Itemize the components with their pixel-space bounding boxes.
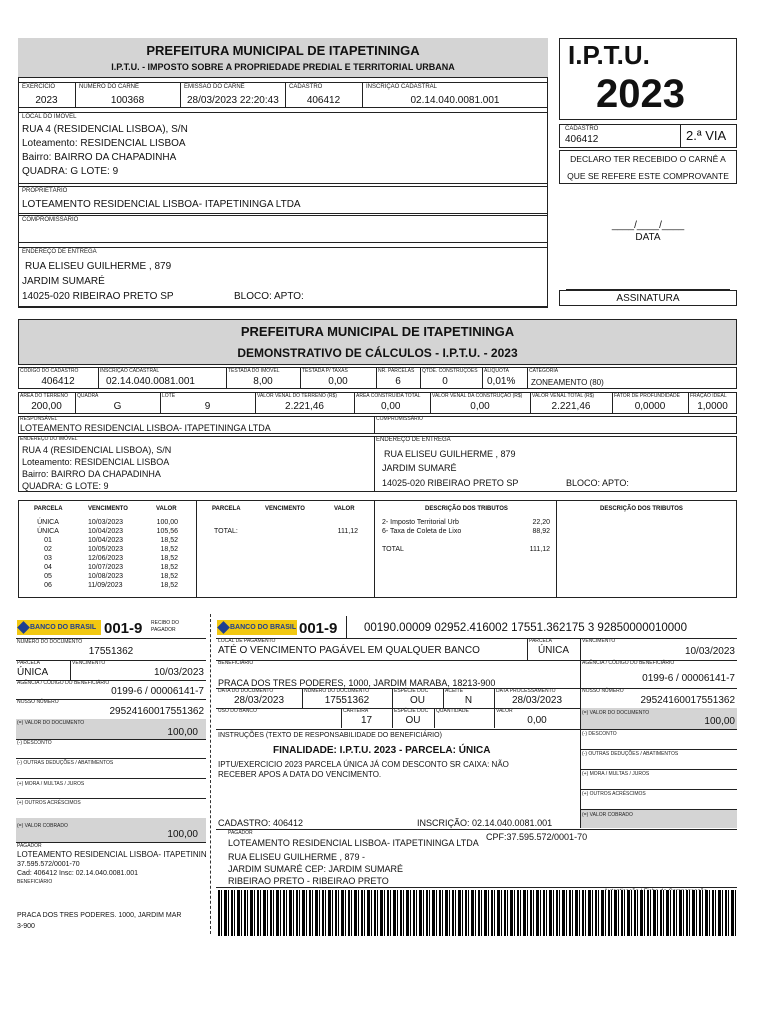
field-value: 100368 <box>110 95 145 106</box>
col-header: PARCELA <box>34 506 63 512</box>
recibo-nosso: 29524160017551362 <box>109 706 204 717</box>
demo-label: VALOR VENAL DO TERRENO (R$) <box>257 393 337 399</box>
stub-assinatura: ASSINATURA <box>616 293 680 304</box>
stub-iptu: I.P.T.U. <box>568 40 650 70</box>
demo-value: 0,00 <box>381 401 401 412</box>
ficha-pagador: JARDIM SUMARÉ CEP: JARDIM SUMARÉ <box>228 864 404 874</box>
local-line: QUADRA: G LOTE: 9 <box>22 166 119 177</box>
banco-label: CARTEIRA <box>343 708 369 714</box>
parcelas-table <box>18 500 737 598</box>
banco-label: QUANTIDADE <box>436 708 469 714</box>
demo-label: QUADRA <box>77 393 99 399</box>
ficha-mora-label: (+) MORA / MULTAS / JUROS <box>582 771 650 777</box>
demo-value: 6 <box>395 376 401 387</box>
demo-value: 1,0000 <box>697 401 728 412</box>
recibo-pagador-label: PAGADOR <box>17 843 42 849</box>
parcela-row: 18,52 <box>160 537 178 544</box>
parcela-row: 10/08/2023 <box>88 573 124 580</box>
field-label: EMISSÃO DO CARNÊ <box>184 84 245 90</box>
endereco-line: JARDIM SUMARÉ <box>22 276 105 287</box>
bloco-apto: BLOCO: APTO: <box>234 291 304 302</box>
field-value: 2023 <box>35 95 58 106</box>
col-header: DESCRIÇÃO DOS TRIBUTOS <box>425 506 508 512</box>
bb-logo-text: BANCO DO BRASIL <box>30 624 97 631</box>
field-label: EXERCÍCIO <box>22 84 56 90</box>
demo-end-imovel: Bairro: BAIRRO DA CHAPADINHA <box>22 469 161 479</box>
tributos-total: 111,12 <box>529 546 550 553</box>
demo-label: ALÍQUOTA <box>484 368 509 374</box>
demo-label: INSCRIÇÃO CADASTRAL <box>100 368 160 374</box>
parcela-row: 01 <box>44 537 52 544</box>
recibo-label: RECIBO DO PAGADOR <box>151 620 180 633</box>
banco-label: VALOR <box>496 708 513 714</box>
parcela-row: 05 <box>44 573 52 580</box>
ficha-benef-label: BENEFICIÁRIO <box>218 660 254 666</box>
demo-value: 2.221,46 <box>551 401 591 412</box>
compromissario-box <box>18 215 548 243</box>
recibo-valor-cobrado-label: (=) VALOR COBRADO <box>17 823 68 829</box>
local-line: RUA 4 (RESIDENCIAL LISBOA), S/N <box>22 124 188 135</box>
total-label: TOTAL: <box>214 528 238 535</box>
demo-end-imovel-label: ENDEREÇO DO IMÓVEL <box>20 436 78 442</box>
linha-digitavel[interactable]: 00190.00009 02952.416002 17551.362175 3 92850000010000 <box>364 622 687 634</box>
parcela-row: 18,52 <box>160 573 178 580</box>
field-label: NÚMERO DO CARNÊ <box>79 84 140 90</box>
ficha-nosso-label: NOSSO NÚMERO <box>582 688 624 694</box>
banco-value: OU <box>405 715 421 726</box>
demo-value: 0,00 <box>470 401 490 412</box>
recibo-benef: PRACA DOS TRES PODERES. 1000, JARDIM MAR <box>17 912 182 919</box>
doc-label: DATA DO DOCUMENTO <box>218 688 274 694</box>
demo-label: ÁREA DO TERRENO <box>20 393 68 399</box>
demo-value: 0,0000 <box>634 401 666 412</box>
stub-year: 2023 <box>596 72 685 116</box>
ficha-pagador: RUA ELISEU GUILHERME , 879 - <box>228 852 366 862</box>
parcela-row: 18,52 <box>160 555 178 562</box>
recibo-pagador: Cad: 406412 Insc: 02.14.040.0081.001 <box>17 870 139 877</box>
demo-label: FRAÇÃO IDEAL <box>690 393 727 399</box>
col-header: VALOR <box>156 506 177 512</box>
demo-end-entrega: RUA ELISEU GUILHERME , 879 <box>384 449 516 459</box>
demo-value: 0 <box>442 376 448 387</box>
doc-value: 17551362 <box>324 695 370 706</box>
doc-value: 28/03/2023 <box>233 695 285 706</box>
field-label: INSCRIÇÃO CADASTRAL <box>366 84 438 90</box>
doc-label: DATA PROCESSAMENTO <box>496 688 556 694</box>
ficha-vencimento: 10/03/2023 <box>684 646 735 657</box>
demo-label: FATOR DE PROFUNDIDADE <box>614 393 680 399</box>
parcela-row: 10/05/2023 <box>88 546 124 553</box>
field-value: 02.14.040.0081.001 <box>410 95 500 106</box>
stub-declaro-2: QUE SE REFERE ESTE COMPROVANTE <box>567 171 729 181</box>
col-header: PARCELA <box>212 506 241 512</box>
ficha-valor-doc-label: (=) VALOR DO DOCUMENTO <box>582 710 650 716</box>
recibo-valor-doc: 100,00 <box>167 727 198 738</box>
compromissario-label: COMPROMISSÁRIO <box>22 217 79 223</box>
ficha-nosso: 29524160017551362 <box>640 695 735 706</box>
demo-value: 02.14.040.0081.001 <box>106 376 195 387</box>
recibo-mora-label: (+) MORA / MULTAS / JUROS <box>17 781 85 787</box>
recibo-venc-label: VENCIMENTO <box>72 660 106 666</box>
ficha-benef: PRACA DOS TRES PODERES, 1000, JARDIM MARABA, 18213-900 <box>218 678 496 688</box>
demo-subtitle: DEMONSTRATIVO DE CÁLCULOS - I.P.T.U. - 2023 <box>237 346 518 360</box>
demo-end-imovel: Loteamento: RESIDENCIAL LISBOA <box>22 457 170 467</box>
stub-cadastro: 406412 <box>565 134 599 145</box>
banco-value: 0,00 <box>527 715 547 726</box>
parcela-row: 18,52 <box>160 546 178 553</box>
demo-end-entrega: 14025-020 RIBEIRAO PRETO SP <box>382 478 519 488</box>
proprietario-value: LOTEAMENTO RESIDENCIAL LISBOA- ITAPETININGA LTDA <box>22 199 301 210</box>
ficha-cadastro: CADASTRO: 406412 <box>218 818 304 828</box>
parcela-row: 12/06/2023 <box>88 555 124 562</box>
parcela-row: 10/07/2023 <box>88 564 124 571</box>
recibo-agencia: 0199-6 / 00006141-7 <box>111 686 204 697</box>
demo-responsavel-label: RESPONSÁVEL <box>20 416 58 422</box>
parcela-row: 18,52 <box>160 564 178 571</box>
recibo-outras-label: (-) OUTRAS DEDUÇÕES / ABATIMENTOS <box>17 760 114 766</box>
col-header: VALOR <box>334 506 355 512</box>
demo-value: 9 <box>204 401 211 412</box>
demo-label: TESTADA DO IMÓVEL <box>228 368 280 374</box>
top-title: PREFEITURA MUNICIPAL DE ITAPETININGA <box>146 43 420 58</box>
recibo-agencia-label: AGÊNCIA / CÓDIGO DO BENEFICIÁRIO <box>17 680 110 686</box>
cut-line <box>210 614 211 934</box>
demo-value: 406412 <box>41 376 75 387</box>
demo-bloco: BLOCO: APTO: <box>566 478 629 488</box>
demo-end-entrega: JARDIM SUMARÉ <box>382 463 457 473</box>
parcela-row: 06 <box>44 582 52 589</box>
banco-label: ESPÉCIE DOC <box>394 708 429 714</box>
field-value: 406412 <box>306 95 341 106</box>
ficha-agencia: 0199-6 / 00006141-7 <box>642 673 735 684</box>
stub-date-blank: ____/____/____ <box>611 220 685 231</box>
recibo-bank-code: 001-9 <box>104 620 143 637</box>
demo-label: TESTADA P/ TAXAS <box>302 368 348 374</box>
demo-label: VALOR VENAL TOTAL (R$) <box>532 393 595 399</box>
doc-label: ACEITE <box>445 688 464 694</box>
banco-label: USO DO BANCO <box>218 708 257 714</box>
stub-data-label: DATA <box>635 232 661 243</box>
proprietario-label: PROPRIETÁRIO <box>22 188 68 194</box>
parcela-row: ÚNICA <box>37 519 59 526</box>
tributo-row: 88,92 <box>532 528 550 535</box>
local-imovel-label: LOCAL DO IMÓVEL <box>22 114 77 120</box>
parcela-row: 02 <box>44 546 52 553</box>
ficha-pagador: LOTEAMENTO RESIDENCIAL LISBOA- ITAPETININGA LTDA <box>228 838 479 848</box>
ficha-cpf: CPF:37.595.572/0001-70 <box>486 832 588 842</box>
recibo-parcela: ÚNICA <box>17 667 49 678</box>
recibo-benef: 3-900 <box>17 923 35 930</box>
ficha-finalidade: FINALIDADE: I.P.T.U. 2023 - PARCELA: ÚNICA <box>273 745 491 756</box>
parcela-row: 105,56 <box>156 528 178 535</box>
banco-value: 17 <box>360 715 373 726</box>
demo-responsavel: LOTEAMENTO RESIDENCIAL LISBOA- ITAPETININGA LTDA <box>20 423 271 433</box>
demo-compromissario-label: COMPROMISSÁRIO <box>376 416 423 422</box>
recibo-pagador: LOTEAMENTO RESIDENCIAL LISBOA- ITAPETININ <box>17 850 207 859</box>
ficha-parcela: ÚNICA <box>537 645 570 656</box>
demo-label: LOTE <box>162 393 176 399</box>
col-header: DESCRIÇÃO DOS TRIBUTOS <box>600 506 683 512</box>
demo-title: PREFEITURA MUNICIPAL DE ITAPETININGA <box>240 324 515 339</box>
doc-label: ESPÉCIE DOC <box>394 688 429 694</box>
recibo-benef-label: BENEFICIÁRIO <box>17 879 53 885</box>
field-label: CADASTRO <box>289 84 323 90</box>
demo-end-imovel: QUADRA: G LOTE: 9 <box>22 481 109 491</box>
field-value: 28/03/2023 22:20:43 <box>187 95 279 106</box>
ficha-local: ATÉ O VENCIMENTO PAGÁVEL EM QUALQUER BANCO <box>218 645 480 656</box>
demo-label: CÓDIGO DO CADASTRO <box>20 368 79 374</box>
stub-cadastro-label: CADASTRO <box>565 126 599 132</box>
ficha-local-label: LOCAL DE PAGAMENTO <box>218 638 276 644</box>
parcela-row: 100,00 <box>156 519 178 526</box>
demo-value: 0,01% <box>487 376 516 387</box>
ficha-desconto-label: (-) DESCONTO <box>582 731 617 737</box>
demo-label: ÁREA CONSTRUÍDA TOTAL <box>356 393 421 399</box>
barcode <box>218 890 736 936</box>
recibo-parcela-label: PARCELA <box>17 660 40 666</box>
bb-logo <box>17 620 101 635</box>
parcela-row: 10/04/2023 <box>88 528 124 535</box>
parcela-row: 10/04/2023 <box>88 537 124 544</box>
doc-value: 28/03/2023 <box>511 695 563 706</box>
ficha-bank-code: 001-9 <box>299 620 338 637</box>
doc-value: N <box>464 695 473 706</box>
demo-label: CATEGORIA <box>529 368 559 374</box>
local-line: Loteamento: RESIDENCIAL LISBOA <box>22 138 186 149</box>
endereco-line: RUA ELISEU GUILHERME , 879 <box>25 261 172 272</box>
col-header: VENCIMENTO <box>88 506 128 512</box>
demo-label: QTDE. CONSTRUÇÕES <box>422 368 478 374</box>
recibo-valor-doc-label: (=) VALOR DO DOCUMENTO <box>17 720 85 726</box>
parcela-row: 18,52 <box>160 582 178 589</box>
tributo-row: 22,20 <box>532 519 550 526</box>
tributo-row: 6- Taxa de Coleta de Lixo <box>382 528 462 535</box>
ficha-pagador: RIBEIRAO PRETO - RIBEIRAO PRETO <box>228 876 389 886</box>
ficha-instr-label: INSTRUÇÕES (TEXTO DE RESPONSABILIDADE DO BENEFICIÁRIO) <box>218 732 442 739</box>
demo-value: G <box>113 401 122 412</box>
demo-value: 200,00 <box>31 401 62 412</box>
ficha-valor-cobrado-label: (=) VALOR COBRADO <box>582 812 633 818</box>
ficha-inscricao: INSCRIÇÃO: 02.14.040.0081.001 <box>417 818 553 828</box>
ficha-valor-doc: 100,00 <box>704 716 735 727</box>
doc-label: NÚMERO DO DOCUMENTO <box>304 688 370 694</box>
recibo-valor-cobrado: 100,00 <box>167 829 198 840</box>
recibo-num-doc-label: NÚMERO DO DOCUMENTO <box>17 639 83 645</box>
demo-end-imovel: RUA 4 (RESIDENCIAL LISBOA), S/N <box>22 445 172 455</box>
recibo-num-doc: 17551362 <box>88 646 134 657</box>
parcela-row: 03 <box>44 555 52 562</box>
ficha-instr-2: RECEBER APOS A DATA DO VENCIMENTO. <box>218 770 382 779</box>
bb-logo-icon <box>217 621 230 634</box>
demo-label: NR. PARCELAS <box>378 368 415 374</box>
parcela-row: 04 <box>44 564 52 571</box>
endereco-label: ENDEREÇO DE ENTREGA <box>22 249 97 255</box>
demo-value: 0,00 <box>328 376 348 387</box>
ficha-outros-label: (+) OUTROS ACRÉSCIMOS <box>582 791 646 797</box>
stub-via: 2.ª VIA <box>686 128 727 143</box>
recibo-vencimento: 10/03/2023 <box>153 667 204 678</box>
parcela-row: ÚNICA <box>37 528 59 535</box>
ficha-venc-label: VENCIMENTO <box>582 638 616 644</box>
stub-declaro-1: DECLARO TER RECEBIDO O CARNÊ A <box>570 154 726 164</box>
ficha-agencia-label: AGÊNCIA / CÓDIGO DO BENEFICIÁRIO <box>582 660 675 666</box>
demo-value: 8,00 <box>253 376 273 387</box>
recibo-nosso-label: NOSSO NÚMERO <box>17 699 59 705</box>
bb-logo-icon <box>17 621 30 634</box>
demo-value: ZONEAMENTO (80) <box>531 378 604 387</box>
recibo-outros-label: (+) OUTROS ACRÉSCIMOS <box>17 800 81 806</box>
recibo-desconto-label: (-) DESCONTO <box>17 740 52 746</box>
tributo-row: 2- Imposto Territorial Urb <box>382 519 459 526</box>
total-value: 111,12 <box>337 528 358 535</box>
bb-logo-text: BANCO DO BRASIL <box>230 624 297 631</box>
bb-logo <box>217 620 297 635</box>
endereco-line: 14025-020 RIBEIRAO PRETO SP <box>22 291 174 302</box>
demo-end-entrega-label: ENDEREÇO DE ENTREGA <box>376 437 451 443</box>
parcela-row: 10/03/2023 <box>88 519 124 526</box>
col-header: VENCIMENTO <box>265 506 305 512</box>
tributos-total-label: TOTAL <box>382 546 404 553</box>
ficha-instr-1: IPTU/EXERCICIO 2023 PARCELA ÚNICA JÁ COM DESCONTO SR CAIXA: NÃO <box>218 760 509 769</box>
ficha-pagador-label: PAGADOR <box>228 830 253 836</box>
ficha-outras-label: (-) OUTRAS DEDUÇÕES / ABATIMENTOS <box>582 751 679 757</box>
ficha-parcela-label: PARCELA <box>529 638 552 644</box>
top-subtitle: I.P.T.U. - IMPOSTO SOBRE A PROPRIEDADE PREDIAL E TERRITORIAL URBANA <box>111 62 455 72</box>
parcela-row: 11/09/2023 <box>88 582 123 589</box>
demo-label: VALOR VENAL DA CONSTRUÇÃO (R$) <box>432 393 523 399</box>
local-line: Bairro: BAIRRO DA CHAPADINHA <box>22 152 177 163</box>
recibo-pagador: 37.595.572/0001-70 <box>17 861 80 868</box>
demo-value: 2.221,46 <box>285 401 324 412</box>
doc-value: OU <box>410 695 425 706</box>
